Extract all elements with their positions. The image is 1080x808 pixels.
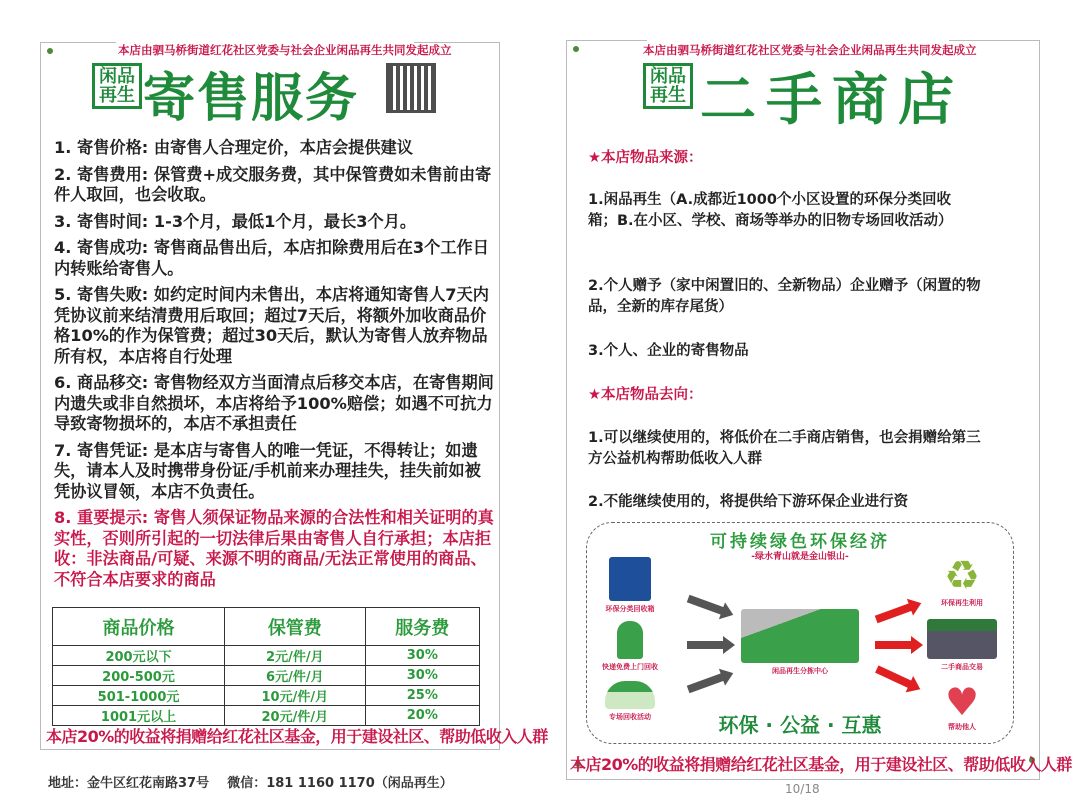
source-item: 2.个人赠予（家中闲置旧的、全新物品）企业赠予（闲置的物品，全新的库存尾货） <box>588 278 981 315</box>
destination-item: 1.可以继续使用的，将低价在二手商店销售，也会捐赠给第三方公益机构帮助低收入人群 <box>588 430 981 467</box>
node-label: 专场回收活动 <box>609 713 651 721</box>
diagram-slogan: 环保 · 公益 · 互惠 <box>718 713 882 737</box>
wechat: 微信：181 1160 1170（闲品再生） <box>227 776 453 791</box>
rule-item: 5. 寄售失败: 如约定时间内未售出，本店将通知寄售人7天内凭协议前来结清费用后取回；超过7天后，将额外加收商品价格10%的作为保管费；超过30天后，默认为寄售人放弃物品所有权，本店将自行处理 <box>54 285 489 366</box>
center-node <box>735 609 865 676</box>
node-label: 快递免费上门回收 <box>602 663 658 671</box>
fee-table <box>52 607 480 726</box>
poster-title: 寄售服务 <box>143 69 360 129</box>
frame-line <box>949 40 1039 41</box>
column-header: 服务费 <box>365 608 479 646</box>
rule-item: 4. 寄售成功: 寄售商品售出后，本店扣除费用后在3个工作日内转账给寄售人。 <box>54 238 489 278</box>
input-node <box>585 621 675 672</box>
diagram-title: 可持续绿色环保经济 <box>710 532 890 552</box>
heart-icon: ♥ <box>944 680 980 724</box>
frame-line <box>41 42 116 43</box>
recycling-box-icon <box>609 557 651 601</box>
market-stall-icon <box>605 681 655 709</box>
courier-icon <box>617 621 643 659</box>
source-item: 1.闲品再生（A.成都近1000个小区设置的环保分类回收箱；B.在小区、学校、商场等举办的旧物专场回收活动） <box>588 192 953 229</box>
corner-dot <box>573 46 579 52</box>
node-label: 帮助他人 <box>948 723 976 731</box>
donation-banner: 本店20%的收益将捐赠给红花社区基金，用于建设社区、帮助低收入人群 <box>46 727 548 746</box>
logo-text: 再生 <box>650 85 686 106</box>
table-cell: 6元/件/月 <box>225 666 366 686</box>
table-header-row <box>53 608 480 646</box>
recycle-icon: ♻ <box>944 553 980 599</box>
poster-title: 二手商店 <box>700 68 964 133</box>
table-cell: 200元以下 <box>53 646 225 666</box>
rule-item: 3. 寄售时间: 1-3个月，最低1个月，最长3个月。 <box>54 211 417 231</box>
shop-icon <box>927 619 997 659</box>
table-cell: 25% <box>365 686 479 706</box>
table-row <box>53 666 480 686</box>
warehouse-icon <box>741 609 859 663</box>
table-cell: 20% <box>365 706 479 726</box>
output-node <box>917 553 1007 608</box>
rule-item: 7. 寄售凭证: 是本店与寄售人的唯一凭证，不得转让；如遗失，请本人及时携带身份证/手机前来办理挂失，挂失前如被凭协议冒领，本店不负责任。 <box>54 440 481 501</box>
poster-subtitle: 本店由驷马桥街道红花社区党委与社会企业闲品再生共同发起成立 <box>118 43 452 57</box>
node-label: 环保再生利用 <box>941 599 983 607</box>
rule-item: 2. 寄售费用: 保管费+成交服务费，其中保管费如未售前由寄件人取回，也会收取。 <box>54 164 492 204</box>
table-cell: 200-500元 <box>53 666 225 686</box>
node-label: 二手商品交易 <box>941 663 983 671</box>
arrow-icon <box>875 603 913 624</box>
table-cell: 501-1000元 <box>53 686 225 706</box>
input-node <box>585 557 675 614</box>
table-row <box>53 646 480 666</box>
arrow-icon <box>687 595 725 616</box>
arrow-icon <box>687 641 725 649</box>
page-indicator: 10/18 <box>785 782 820 796</box>
corner-dot <box>47 48 53 54</box>
arrow-icon <box>875 665 913 688</box>
address: 地址：金牛区红花南路37号 <box>48 776 210 791</box>
qr-code <box>386 63 436 113</box>
logo-text: 再生 <box>99 85 135 106</box>
table-cell: 1001元以上 <box>53 706 225 726</box>
node-label: 闲品再生分拣中心 <box>772 667 828 675</box>
logo-text: 闲品 <box>99 66 135 87</box>
diagram-subtitle: -绿水青山就是金山银山- <box>751 552 849 562</box>
brand-logo <box>92 63 142 109</box>
column-header: 商品价格 <box>53 608 225 646</box>
source-item: 3.个人、企业的寄售物品 <box>588 343 749 359</box>
arrow-icon <box>687 673 725 694</box>
output-node <box>917 619 1007 672</box>
table-cell: 20元/件/月 <box>225 706 366 726</box>
table-row <box>53 686 480 706</box>
node-label: 环保分类回收箱 <box>605 605 655 613</box>
important-notice: 8. 重要提示: 寄售人须保证物品来源的合法性和相关证明的真实性，否则所引起的一切法律后果由寄售人自行承担；本店拒收：非法商品/可疑、来源不明的商品/无法正常使用的商品、不符合本店要求的商品 <box>54 508 494 589</box>
table-cell: 2元/件/月 <box>225 646 366 666</box>
column-header: 保管费 <box>225 608 366 646</box>
destination-heading: ★本店物品去向： <box>588 387 703 403</box>
table-cell: 30% <box>365 666 479 686</box>
table-cell: 30% <box>365 646 479 666</box>
frame-line <box>567 40 647 41</box>
contact-info <box>48 772 453 791</box>
table-cell: 10元/件/月 <box>225 686 366 706</box>
poster-subtitle: 本店由驷马桥街道红花社区党委与社会企业闲品再生共同发起成立 <box>643 43 977 57</box>
table-row <box>53 706 480 726</box>
source-heading: ★本店物品来源： <box>588 150 703 166</box>
destination-item: 2.不能继续使用的，将提供给下游环保企业进行资 <box>588 494 909 510</box>
logo-text: 闲品 <box>650 66 686 87</box>
consignment-rules <box>54 138 494 596</box>
rule-item: 1. 寄售价格: 由寄售人合理定价，本店会提供建议 <box>54 138 413 157</box>
donation-banner: 本店20%的收益将捐赠给红花社区基金，用于建设社区、帮助低收入人群 <box>570 755 1072 774</box>
arrow-icon <box>875 641 913 649</box>
rule-item: 6. 商品移交: 寄售物经双方当面清点后移交本店，在寄售期间内遗失或非自然损坏，本店将给予100%赔偿；如遇不可抗力导致寄物损坏的，本店不承担责任 <box>54 373 494 433</box>
green-economy-diagram <box>586 522 1014 744</box>
brand-logo <box>643 63 693 109</box>
